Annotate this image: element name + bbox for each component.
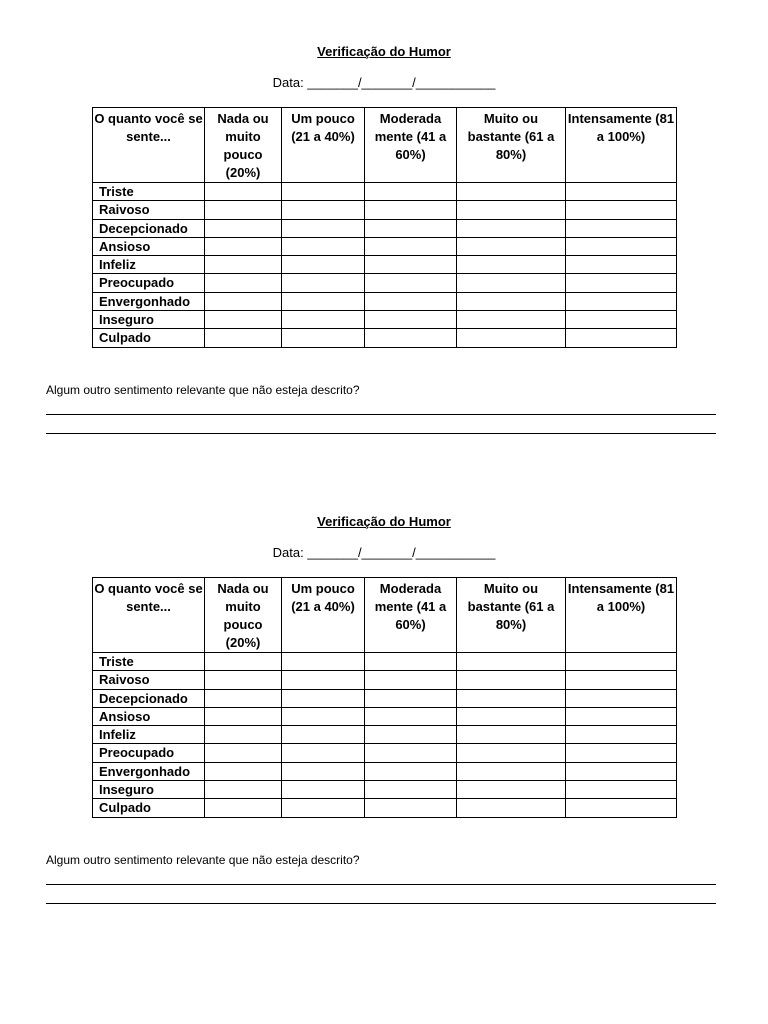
- column-header: Muito ou bastante (61 a 80%): [457, 108, 566, 183]
- rating-cell[interactable]: [365, 707, 457, 725]
- rating-cell[interactable]: [566, 689, 677, 707]
- rating-cell[interactable]: [365, 689, 457, 707]
- rating-cell[interactable]: [282, 219, 365, 237]
- form-title: Verificação do Humor: [317, 44, 451, 59]
- mood-table: [92, 577, 677, 818]
- feeling-label: Infeliz: [93, 726, 205, 744]
- rating-cell[interactable]: [457, 653, 566, 671]
- column-header: Um pouco (21 a 40%): [282, 578, 365, 653]
- rating-cell[interactable]: [282, 653, 365, 671]
- rating-cell[interactable]: [365, 781, 457, 799]
- feeling-label: Envergonhado: [93, 292, 205, 310]
- table-row: [93, 726, 677, 744]
- rating-cell[interactable]: [566, 726, 677, 744]
- column-header: Nada ou muito pouco (20%): [205, 108, 282, 183]
- date-field[interactable]: Data: _______/_______/___________: [272, 545, 496, 560]
- feeling-label: Culpado: [93, 329, 205, 347]
- answer-line[interactable]: [46, 433, 716, 434]
- rating-cell[interactable]: [365, 183, 457, 201]
- mood-table: [92, 107, 677, 348]
- rating-cell[interactable]: [566, 237, 677, 255]
- rating-cell[interactable]: [365, 762, 457, 780]
- feeling-label: Raivoso: [93, 201, 205, 219]
- rating-cell[interactable]: [205, 256, 282, 274]
- rating-cell[interactable]: [457, 256, 566, 274]
- rating-cell[interactable]: [282, 329, 365, 347]
- rating-cell[interactable]: [457, 689, 566, 707]
- rating-cell[interactable]: [205, 707, 282, 725]
- rating-cell[interactable]: [365, 653, 457, 671]
- rating-cell[interactable]: [365, 726, 457, 744]
- rating-cell[interactable]: [566, 311, 677, 329]
- table-row: [93, 274, 677, 292]
- feeling-label: Preocupado: [93, 744, 205, 762]
- rating-cell[interactable]: [205, 671, 282, 689]
- rating-cell[interactable]: [457, 329, 566, 347]
- rating-cell[interactable]: [566, 201, 677, 219]
- header-row: [93, 108, 677, 183]
- rating-cell[interactable]: [205, 219, 282, 237]
- feeling-label: Raivoso: [93, 671, 205, 689]
- rating-cell[interactable]: [566, 744, 677, 762]
- date-field[interactable]: Data: _______/_______/___________: [272, 75, 496, 90]
- rating-cell[interactable]: [282, 671, 365, 689]
- rating-cell[interactable]: [566, 653, 677, 671]
- table-row: [93, 219, 677, 237]
- rating-cell[interactable]: [282, 201, 365, 219]
- rating-cell[interactable]: [282, 762, 365, 780]
- table-row: [93, 201, 677, 219]
- rating-cell[interactable]: [205, 329, 282, 347]
- rating-cell[interactable]: [566, 707, 677, 725]
- rating-cell[interactable]: [457, 237, 566, 255]
- feeling-label: Inseguro: [93, 781, 205, 799]
- column-header: Intensamente (81 a 100%): [566, 578, 677, 653]
- rating-cell[interactable]: [566, 292, 677, 310]
- rating-cell[interactable]: [457, 274, 566, 292]
- table-row: [93, 329, 677, 347]
- rating-cell[interactable]: [365, 201, 457, 219]
- feeling-label: Ansioso: [93, 237, 205, 255]
- column-header: Moderada mente (41 a 60%): [365, 108, 457, 183]
- table-row: [93, 256, 677, 274]
- other-feeling-question: Algum outro sentimento relevante que não esteja descrito?: [46, 383, 360, 397]
- rating-cell[interactable]: [566, 274, 677, 292]
- rating-cell[interactable]: [566, 329, 677, 347]
- rating-cell[interactable]: [282, 237, 365, 255]
- column-header: O quanto você se sente...: [93, 108, 205, 183]
- rating-cell[interactable]: [205, 237, 282, 255]
- column-header: O quanto você se sente...: [93, 578, 205, 653]
- rating-cell[interactable]: [365, 329, 457, 347]
- rating-cell[interactable]: [205, 653, 282, 671]
- rating-cell[interactable]: [566, 781, 677, 799]
- rating-cell[interactable]: [282, 311, 365, 329]
- rating-cell[interactable]: [365, 256, 457, 274]
- rating-cell[interactable]: [205, 744, 282, 762]
- rating-cell[interactable]: [365, 292, 457, 310]
- feeling-label: Culpado: [93, 799, 205, 817]
- rating-cell[interactable]: [205, 292, 282, 310]
- table-row: [93, 653, 677, 671]
- column-header: Moderada mente (41 a 60%): [365, 578, 457, 653]
- rating-cell[interactable]: [282, 183, 365, 201]
- table-row: [93, 744, 677, 762]
- rating-cell[interactable]: [282, 689, 365, 707]
- rating-cell[interactable]: [365, 237, 457, 255]
- table-row: [93, 781, 677, 799]
- rating-cell[interactable]: [205, 689, 282, 707]
- rating-cell[interactable]: [365, 274, 457, 292]
- table-row: [93, 689, 677, 707]
- rating-cell[interactable]: [457, 744, 566, 762]
- table-row: [93, 799, 677, 817]
- rating-cell[interactable]: [205, 311, 282, 329]
- rating-cell[interactable]: [205, 781, 282, 799]
- answer-line[interactable]: [46, 414, 716, 415]
- rating-cell[interactable]: [365, 799, 457, 817]
- rating-cell[interactable]: [205, 183, 282, 201]
- feeling-label: Decepcionado: [93, 219, 205, 237]
- feeling-label: Decepcionado: [93, 689, 205, 707]
- column-header: Nada ou muito pouco (20%): [205, 578, 282, 653]
- rating-cell[interactable]: [566, 799, 677, 817]
- column-header: Muito ou bastante (61 a 80%): [457, 578, 566, 653]
- answer-line[interactable]: [46, 903, 716, 904]
- rating-cell[interactable]: [205, 726, 282, 744]
- table-row: [93, 237, 677, 255]
- header-row: [93, 578, 677, 653]
- rating-cell[interactable]: [282, 781, 365, 799]
- rating-cell[interactable]: [282, 292, 365, 310]
- rating-cell[interactable]: [457, 762, 566, 780]
- rating-cell[interactable]: [205, 762, 282, 780]
- rating-cell[interactable]: [457, 671, 566, 689]
- answer-line[interactable]: [46, 884, 716, 885]
- column-header: Um pouco (21 a 40%): [282, 108, 365, 183]
- column-header: Intensamente (81 a 100%): [566, 108, 677, 183]
- form-title: Verificação do Humor: [317, 514, 451, 529]
- rating-cell[interactable]: [205, 274, 282, 292]
- rating-cell[interactable]: [457, 781, 566, 799]
- rating-cell[interactable]: [457, 201, 566, 219]
- table-row: [93, 671, 677, 689]
- rating-cell[interactable]: [365, 744, 457, 762]
- feeling-label: Triste: [93, 183, 205, 201]
- feeling-label: Infeliz: [93, 256, 205, 274]
- rating-cell[interactable]: [566, 671, 677, 689]
- rating-cell[interactable]: [566, 183, 677, 201]
- rating-cell[interactable]: [282, 274, 365, 292]
- rating-cell[interactable]: [282, 726, 365, 744]
- rating-cell[interactable]: [457, 311, 566, 329]
- table-row: [93, 292, 677, 310]
- rating-cell[interactable]: [365, 311, 457, 329]
- rating-cell[interactable]: [566, 219, 677, 237]
- rating-cell[interactable]: [566, 762, 677, 780]
- table-row: [93, 762, 677, 780]
- table-row: [93, 707, 677, 725]
- rating-cell[interactable]: [566, 256, 677, 274]
- feeling-label: Triste: [93, 653, 205, 671]
- feeling-label: Preocupado: [93, 274, 205, 292]
- rating-cell[interactable]: [282, 256, 365, 274]
- feeling-label: Inseguro: [93, 311, 205, 329]
- rating-cell[interactable]: [282, 707, 365, 725]
- mood-check-form: [0, 470, 768, 940]
- rating-cell[interactable]: [457, 292, 566, 310]
- other-feeling-question: Algum outro sentimento relevante que não esteja descrito?: [46, 853, 360, 867]
- rating-cell[interactable]: [365, 219, 457, 237]
- feeling-label: Ansioso: [93, 707, 205, 725]
- rating-cell[interactable]: [205, 799, 282, 817]
- rating-cell[interactable]: [457, 219, 566, 237]
- rating-cell[interactable]: [365, 671, 457, 689]
- rating-cell[interactable]: [457, 183, 566, 201]
- table-row: [93, 183, 677, 201]
- rating-cell[interactable]: [282, 744, 365, 762]
- rating-cell[interactable]: [282, 799, 365, 817]
- rating-cell[interactable]: [457, 707, 566, 725]
- feeling-label: Envergonhado: [93, 762, 205, 780]
- rating-cell[interactable]: [457, 726, 566, 744]
- mood-check-form: [0, 0, 768, 470]
- rating-cell[interactable]: [457, 799, 566, 817]
- rating-cell[interactable]: [205, 201, 282, 219]
- table-row: [93, 311, 677, 329]
